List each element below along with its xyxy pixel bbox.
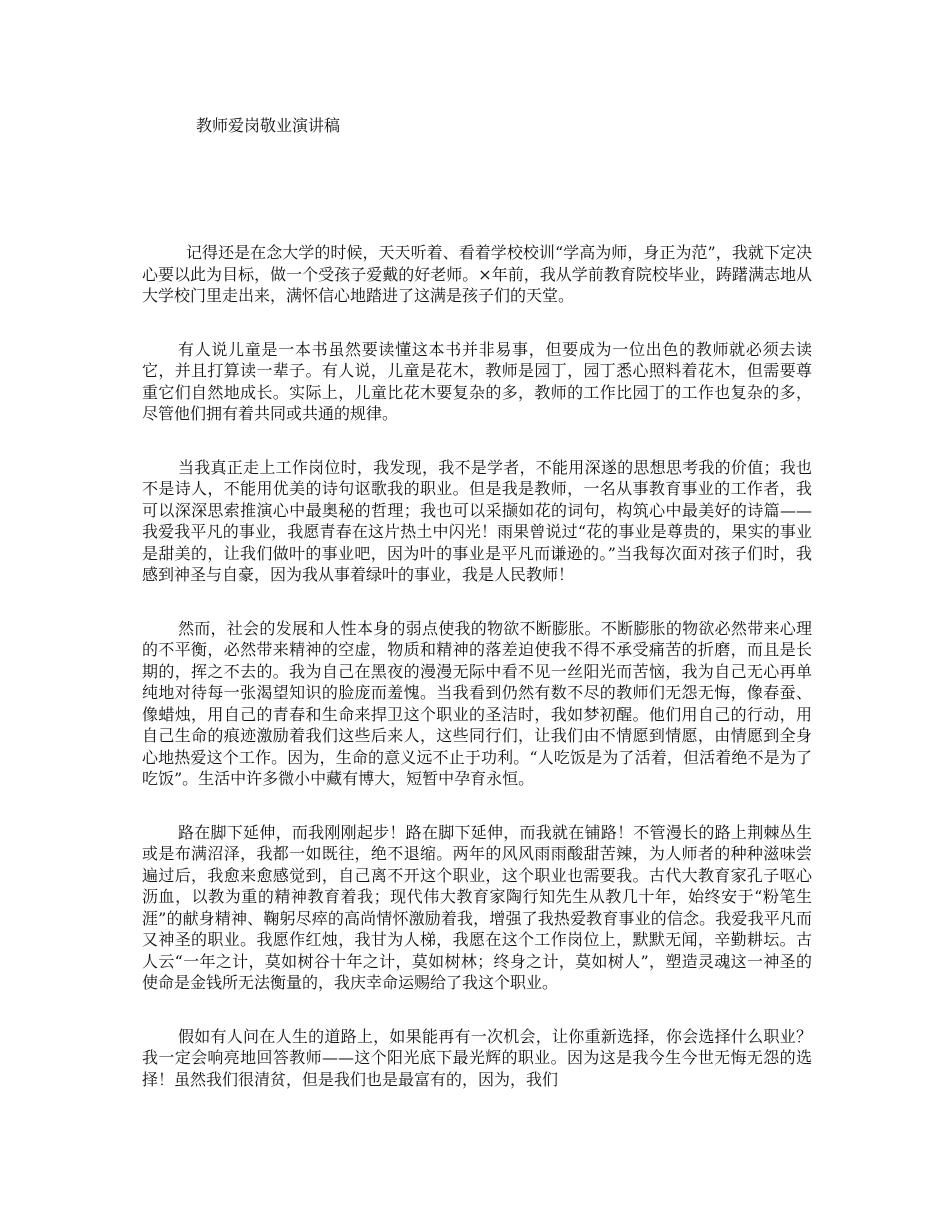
paragraph-5: 路在脚下延伸，而我刚刚起步！路在脚下延伸，而我就在铺路！不管漫长的路上荆棘丛生或是布满沼泽，我都一如既往，绝不退缩。两年的风风雨雨酸甜苦辣，为人师者的种种滋味尝遍过后，我愈来愈感觉到，自己离不开这个职业，这个职业也需要我。古代大教育家孔子呕心沥血，以教为重的精神教育着我；现代伟大教育家陶行知先生从教几十年，始终安于“粉笔生涯”的献身精神、鞠躬尽瘁的高尚情怀激励着我，增强了我热爱教育事业的信念。我爱我平凡而又神圣的职业。我愿作红烛，我甘为人梯，我愿在这个工作岗位上，默默无闻，辛勤耕坛。古人云“一年之计，莫如树谷十年之计，莫如树林；终身之计，莫如树人”，塑造灵魂这一神圣的使命是金钱所无法衡量的，我庆幸命运赐给了我这个职业。 (142, 822, 812, 992)
paragraph-6: 假如有人问在人生的道路上，如果能再有一次机会，让你重新选择，你会选择什么职业？我一定会响亮地回答教师——这个阳光底下最光辉的职业。因为这是我今生今世无悔无怨的选择！虽然我们很清贫，但是我们也是最富有的，因为，我们 (142, 1026, 812, 1089)
paragraph-3: 当我真正走上工作岗位时，我发现，我不是学者，不能用深遂的思想思考我的价值；我也不是诗人，不能用优美的诗句讴歌我的职业。但是我是教师，一名从事教育事业的工作者，我可以深深思索推演心中最奥秘的哲理；我也可以采撷如花的词句，构筑心中最美好的诗篇——我爱我平凡的事业，我愿青春在这片热土中闪光！雨果曾说过“花的事业是尊贵的，果实的事业是甜美的，让我们做叶的事业吧，因为叶的事业是平凡而谦逊的。”当我每次面对孩子们时，我感到神圣与自豪，因为我从事着绿叶的事业，我是人民教师！ (142, 457, 812, 584)
paragraph-4: 然而，社会的发展和人性本身的弱点使我的物欲不断膨胀。不断膨胀的物欲必然带来心理的不平衡，必然带来精神的空虚，物质和精神的落差迫使我不得不承受痛苦的折磨，而且是长期的，挥之不去的。我为自己在黑夜的漫漫无际中看不见一丝阳光而苦恼，我为自己无心再单纯地对待每一张渴望知识的脸庞而羞愧。当我看到仍然有数不尽的教师们无怨无悔，像春蚕、像蜡烛，用自己的青春和生命来捍卫这个职业的圣洁时，我如梦初醒。他们用自己的行动，用自己生命的痕迹激励着我们这些后来人，这些同行们，让我们由不情愿到情愿，由情愿到全身心地热爱这个工作。因为，生命的意义远不止于功利。“人吃饭是为了活着，但活着绝不是为了吃饭”。生活中许多微小中藏有博大，短暂中孕育永恒。 (142, 618, 812, 788)
document-body (142, 242, 812, 1122)
document-title: 教师爱岗敬业演讲稿 (196, 116, 341, 135)
paragraph-1: 记得还是在念大学的时候，天天听着、看着学校校训“学高为师，身正为范”，我就下定决心要以此为目标，做一个受孩子爱戴的好老师。×年前，我从学前教育院校毕业，踌躇满志地从大学校门里走出来，满怀信心地踏进了这满是孩子们的天堂。 (142, 243, 812, 305)
paragraph-2: 有人说儿童是一本书虽然要读懂这本书并非易事，但要成为一位出色的教师就必须去读它，并且打算读一辈子。有人说，儿童是花木，教师是园丁，园丁悉心照料着花木，但需要尊重它们自然地成长。实际上，儿童比花木要复杂的多，教师的工作比园丁的工作也复杂的多，尽管他们拥有着共同或共通的规律。 (142, 339, 812, 423)
